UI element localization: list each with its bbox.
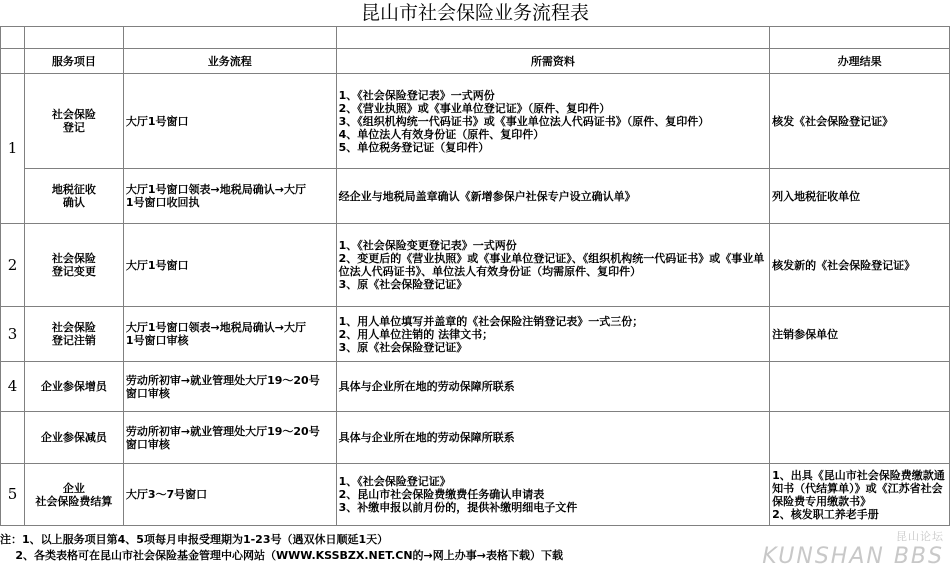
table-row [1,464,950,526]
header-result: 办理结果 [770,49,950,74]
page-title: 昆山市社会保险业务流程表 [360,2,589,24]
service-cell: 社会保险 登记注销 [24,307,123,362]
footnote-1: 注：1、以上服务项目第4、5项每月申报受理期为1-23号（遇双休日顺延1天） [0,533,389,546]
docs-cell: 1、《社会保险登记证》 2、昆山市社会保险费缴费任务确认申请表 3、补缴申报以前月份的，提供补缴明细电子文件 [336,464,770,526]
service-cell: 企业 社会保险费结算 [24,464,123,526]
table-row [1,307,950,362]
service-cell: 企业参保减员 [24,412,123,464]
table-row [1,362,950,412]
watermark-top: 昆山论坛 [896,530,944,543]
result-cell [770,362,950,412]
result-cell: 核发新的《社会保险登记证》 [770,224,950,307]
table-row [1,412,950,464]
forum-watermark [762,528,944,569]
process-table [0,26,950,526]
docs-cell: 具体与企业所在地的劳动保障所联系 [336,412,770,464]
header-service: 服务项目 [24,49,123,74]
service-cell: 企业参保增员 [24,362,123,412]
result-cell: 注销参保单位 [770,307,950,362]
header-row [1,49,950,74]
table-row [1,224,950,307]
docs-cell: 1、用人单位填写并盖章的《社会保险注销登记表》一式三份； 2、用人单位注销的 法律文书； 3、原《社会保险登记证》 [336,307,770,362]
process-cell: 大厅3～7号窗口 [123,464,336,526]
header-process: 业务流程 [123,49,336,74]
watermark-bottom: KUNSHAN BBS [762,544,944,569]
service-cell: 社会保险 登记 [24,74,123,169]
row-index: 2 [1,224,25,307]
spacer-row [1,27,950,49]
header-index [1,49,25,74]
row-index: 1 [1,74,25,224]
row-index: 5 [1,464,25,526]
process-cell: 大厅1号窗口 [123,74,336,169]
row-index: 3 [1,307,25,362]
process-cell: 劳动所初审→就业管理处大厅19～20号 窗口审核 [123,362,336,412]
result-cell [770,412,950,464]
docs-cell: 1、《社会保险登记表》一式两份 2、《营业执照》或《事业单位登记证》（原件、复印件） 3、《组织机构统一代码证书》或《事业单位法人代码证书》（原件、复印件） 4、单位法人有效身份证（原件、复印件） 5、单位税务登记证（复印件） [336,74,770,169]
service-cell: 地税征收 确认 [24,169,123,224]
row-index [1,412,25,464]
process-cell: 大厅1号窗口领表→地税局确认→大厅 1号窗口收回执 [123,169,336,224]
result-cell: 核发《社会保险登记证》 [770,74,950,169]
row-index: 4 [1,362,25,412]
table-row [1,74,950,169]
process-cell: 大厅1号窗口 [123,224,336,307]
process-cell: 劳动所初审→就业管理处大厅19～20号 窗口审核 [123,412,336,464]
footnote-2: 2、各类表格可在昆山市社会保险基金管理中心网站（WWW.KSSBZX.NET.CN的→网上办事→表格下载）下载 [0,549,563,562]
result-cell: 1、出具《昆山市社会保险费缴款通知书（代结算单）》或《江苏省社会保险费专用缴款书》 2、核发职工养老手册 [770,464,950,526]
result-cell: 列入地税征收单位 [770,169,950,224]
docs-cell: 1、《社会保险变更登记表》一式两份 2、变更后的《营业执照》或《事业单位登记证》、《组织机构统一代码证书》或《事业单位法人代码证书》、单位法人有效身份证（均需原件、复印件） 3、原《社会保险登记证》 [336,224,770,307]
process-cell: 大厅1号窗口领表→地税局确认→大厅 1号窗口审核 [123,307,336,362]
docs-cell: 经企业与地税局盖章确认《新增参保户社保专户设立确认单》 [336,169,770,224]
service-cell: 社会保险 登记变更 [24,224,123,307]
table-row [1,169,950,224]
docs-cell: 具体与企业所在地的劳动保障所联系 [336,362,770,412]
header-docs: 所需资料 [336,49,770,74]
